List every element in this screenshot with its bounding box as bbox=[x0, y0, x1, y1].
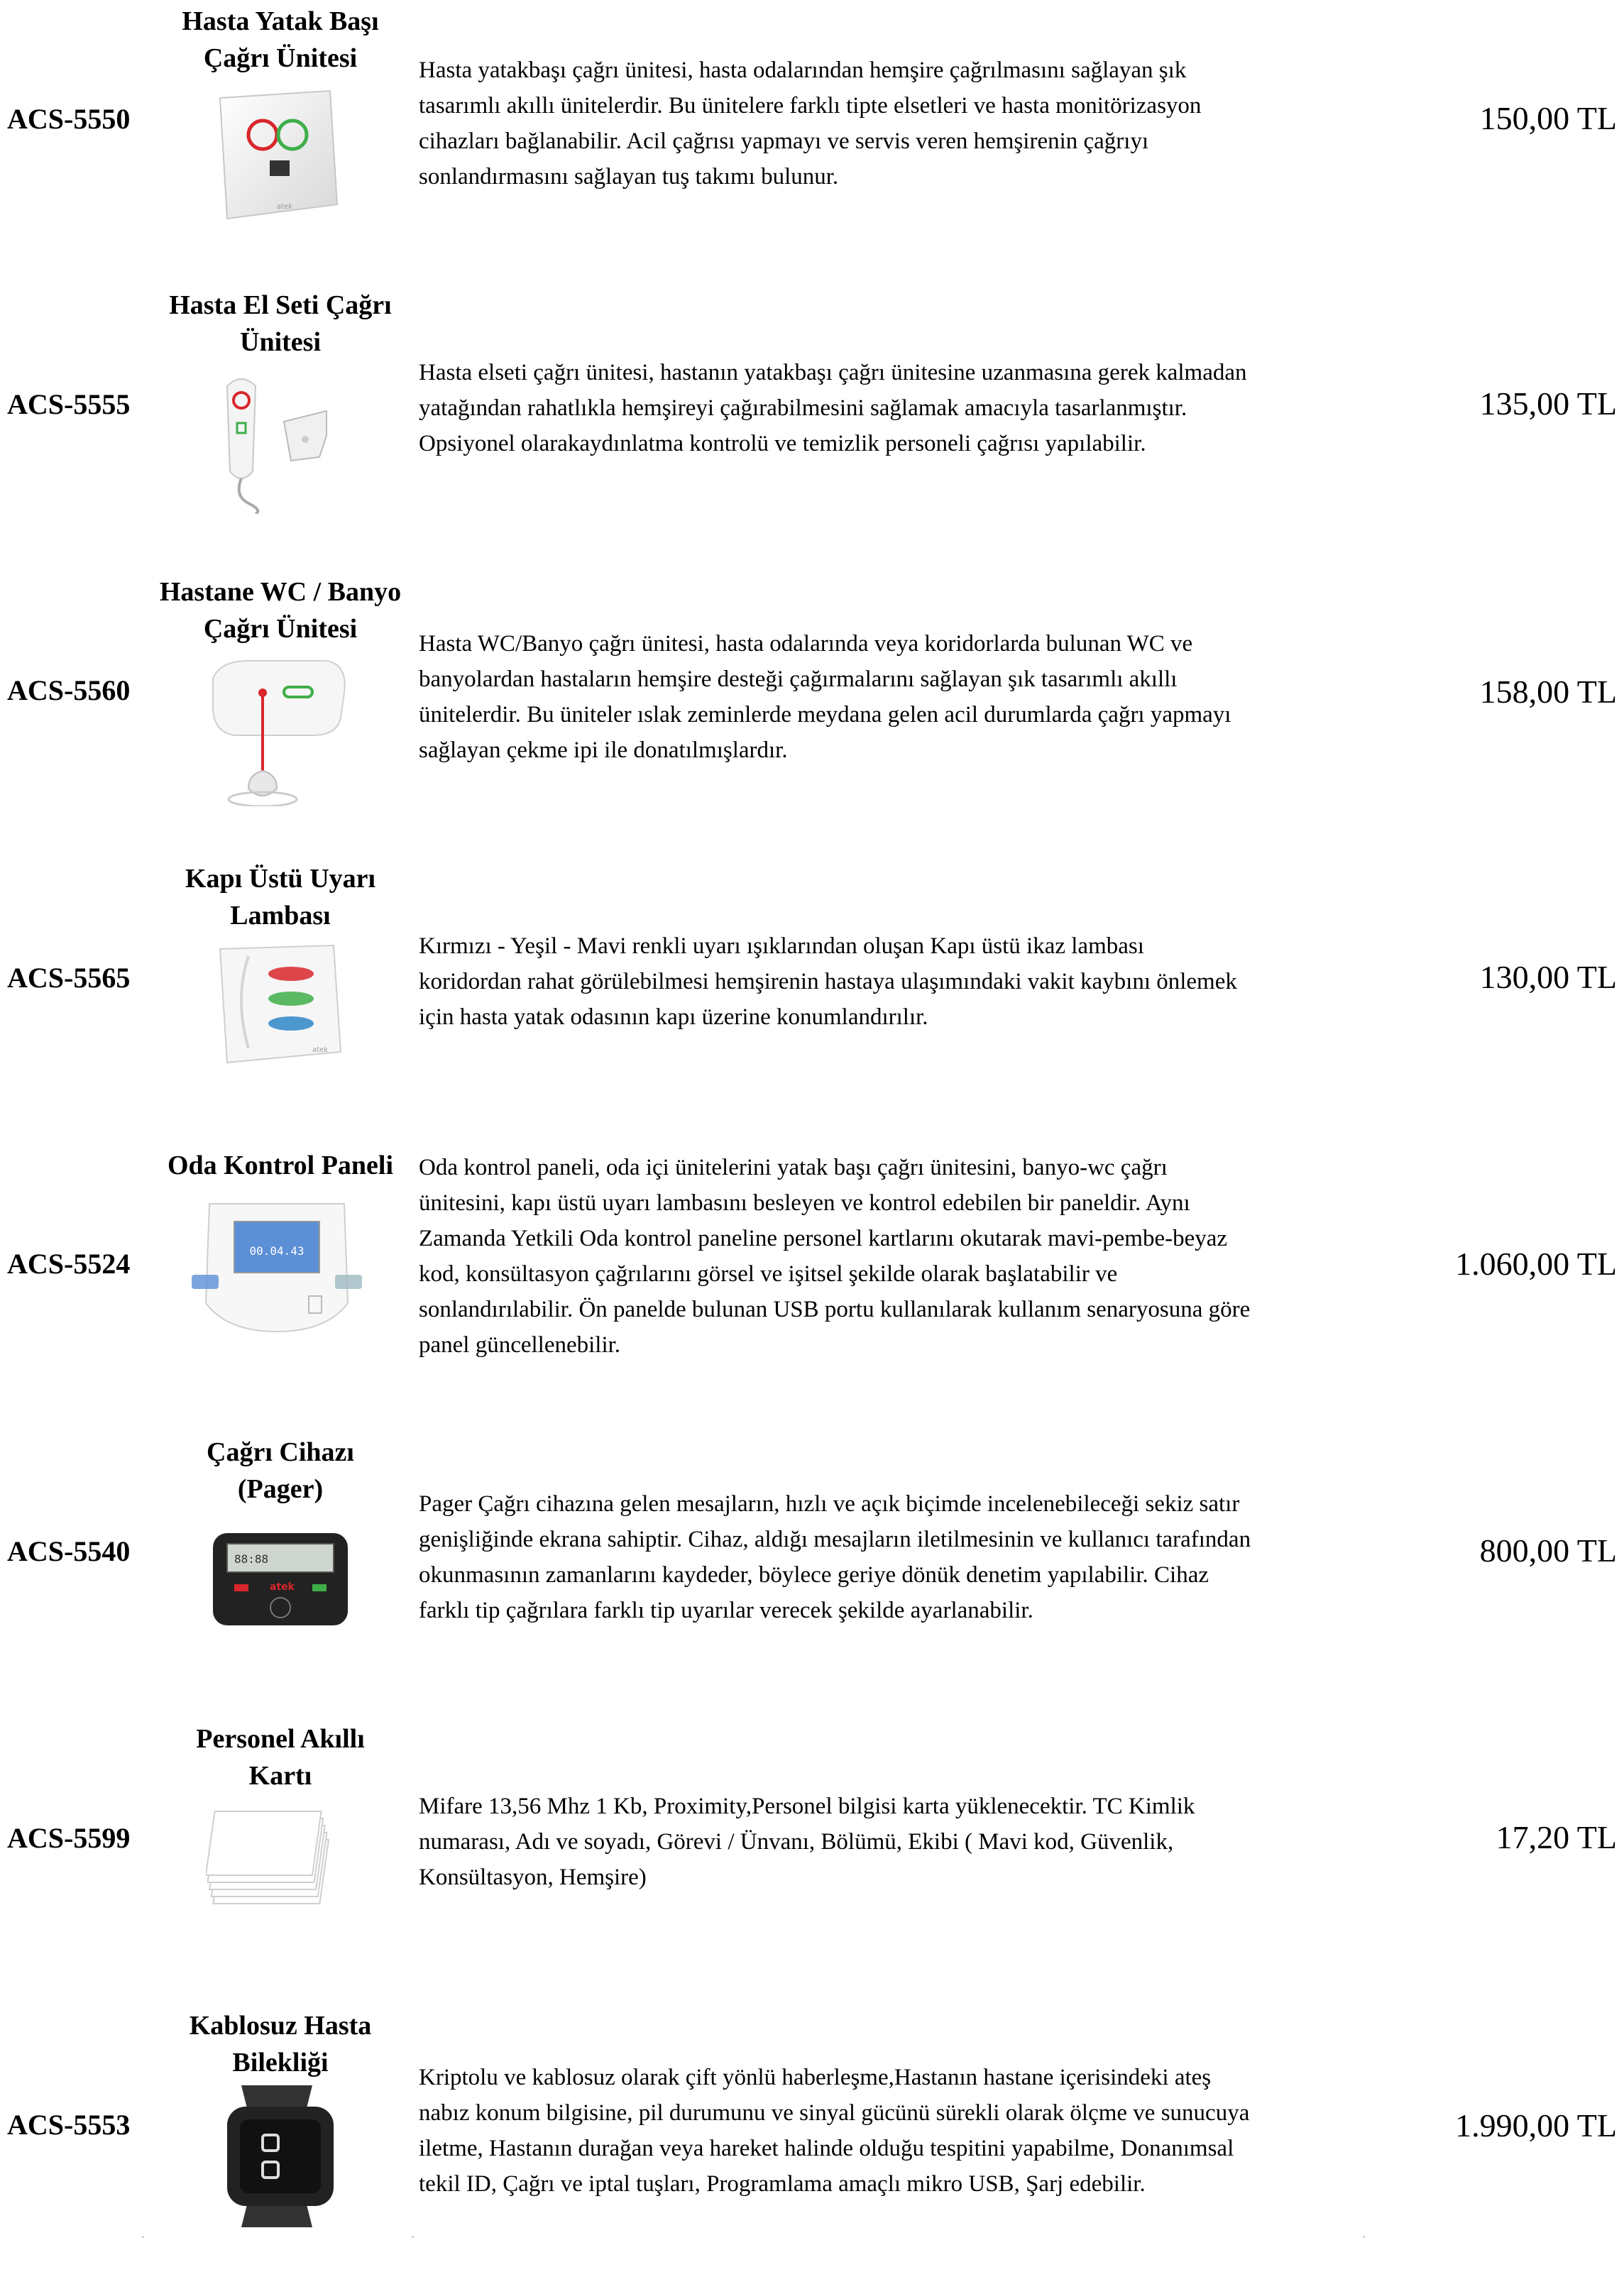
panel-screen-text: 00.04.43 bbox=[249, 1244, 304, 1258]
product-description: Mifare 13,56 Mhz 1 Kb, Proximity,Personel bilgisi karta yüklenecektir. TC Kimlik numarası, Adı ve soyadı, Görevi / Ünvanı, Bölümü, Ekibi ( Mavi kod, Güvenlik, Konsültasyon, Hemşire) bbox=[419, 1794, 1195, 1890]
handset-call-unit-icon bbox=[206, 372, 376, 514]
product-name: Personel Akıllı Kartı bbox=[196, 1724, 365, 1791]
product-row-acs-5555 bbox=[0, 287, 1624, 574]
product-code: ACS-5550 bbox=[7, 103, 131, 135]
pager-icon bbox=[206, 1519, 376, 1632]
pager-brand: atek bbox=[270, 1581, 295, 1593]
footer-dot bbox=[1363, 2236, 1365, 2238]
svg-text:atek: atek bbox=[312, 1046, 328, 1054]
product-code: ACS-5565 bbox=[7, 962, 131, 994]
product-name: Hasta El Seti Çağrı Ünitesi bbox=[169, 290, 392, 357]
product-price: 135,00 TL bbox=[1479, 385, 1617, 422]
product-description: Hasta elseti çağrı ünitesi, hastanın yatakbaşı çağrı ünitesine uzanmasına gerek kalmadan yatağından rahatlıkla hemşireyi çağırabilmesini sağlamak amacıyla tasarlanmıştır. Opsiyonel olarakaydınlatma kontrolü ve temizlik personeli çağrısı yapılabilir. bbox=[419, 360, 1247, 456]
product-description: Oda kontrol paneli, oda içi ünitelerini yatak başı çağrı ünitesini, banyo-wc çağrı ünitesini, kapı üstü uyarı lambasını besleyen ve kontrol edebilen bir paneldir. Aynı Zamanda Yetkili Oda kontrol paneline personel kartlarını okutarak mavi-pembe-beyaz kod, konsültasyon çağrılarını görsel ve işitsel şekilde olarak başlatabilir ve sonlandırılabilir. Ön panelde bulunan USB portu kullanılarak kullanım senaryosuna göre panel güncellenebilir. bbox=[419, 1155, 1251, 1358]
product-name: Hasta Yatak Başı Çağrı Ünitesi bbox=[182, 6, 379, 73]
wireless-wristband-icon bbox=[206, 2085, 376, 2227]
svg-text:atek: atek bbox=[277, 203, 292, 211]
footer-dot bbox=[412, 2236, 414, 2238]
product-row-acs-5553 bbox=[0, 2007, 1624, 2294]
product-row-acs-5550 bbox=[0, 0, 1624, 287]
product-price: 800,00 TL bbox=[1479, 1532, 1617, 1569]
bedside-call-unit-icon bbox=[206, 84, 376, 223]
product-name: Oda Kontrol Paneli bbox=[167, 1151, 394, 1180]
product-price: 1.990,00 TL bbox=[1455, 2107, 1617, 2144]
product-description: Hasta WC/Banyo çağrı ünitesi, hasta odalarında veya koridorlarda bulunan WC ve banyolardan hastaların hemşire desteği çağırmalarını sağlayan şık tasarımlı akıllı ünitelerdir. Bu üniteler ıslak zeminlerde meydana gelen acil durumlarda çağrı yapmayı sağlayan çekme ipi ile donatılmışlardır. bbox=[419, 631, 1231, 763]
product-code: ACS-5555 bbox=[7, 388, 131, 420]
product-name: Kablosuz Hasta Bilekliği bbox=[189, 2011, 372, 2078]
product-description: Kriptolu ve kablosuz olarak çift yönlü haberleşme,Hastanın hastane içerisindeki ateş nabız konum bilgisine, pil durumunu ve sinyal gücünü sürekli olarak ölçme ve sunucuya iletme, Hastanın durağan veya hareket halinde olduğu tespitini yapabilme, Donanımsal tekil ID, Çağrı ve iptal tuşları, Programlama amaçlı mikro USB, Şarj edebilir. bbox=[419, 2065, 1250, 2197]
product-description: Pager Çağrı cihazına gelen mesajların, hızlı ve açık biçimde incelenebileceği sekiz satır genişliğinde ekrana sahiptir. Cihaz, aldığı mesajların iletilmesinin ve kullanıcı tarafından okunmasının zamanlarını kaydeder, böylece geriye dönük denetim yapılabilir. Cihaz farklı tip çağrılara farklı tip uyarılar verecek şekilde ayarlanabilir. bbox=[419, 1491, 1251, 1623]
product-row-acs-5565 bbox=[0, 860, 1624, 1147]
product-code: ACS-5540 bbox=[7, 1535, 131, 1567]
product-row-acs-5599 bbox=[0, 1720, 1624, 2007]
door-warning-lamp-icon bbox=[206, 942, 376, 1070]
product-row-acs-5540 bbox=[0, 1434, 1624, 1720]
product-code: ACS-5560 bbox=[7, 674, 131, 706]
bathroom-pull-cord-unit-icon bbox=[206, 657, 376, 806]
product-row-acs-5524 bbox=[0, 1147, 1624, 1434]
product-description: Kırmızı - Yeşil - Mavi renkli uyarı ışıklarından oluşan Kapı üstü ikaz lambası koridordan rahat görülebilmesi hemşirenin hastaya ulaşımındaki vakit kaybını önlemek için hasta yatak odasının kapı üzerine konumlandırılır. bbox=[419, 933, 1237, 1030]
room-control-panel-icon bbox=[206, 1197, 376, 1339]
product-price: 1.060,00 TL bbox=[1455, 1246, 1617, 1282]
product-price: 130,00 TL bbox=[1479, 959, 1617, 995]
product-row-acs-5560 bbox=[0, 574, 1624, 860]
product-name: Kapı Üstü Uyarı Lambası bbox=[185, 864, 376, 931]
product-price: 158,00 TL bbox=[1479, 674, 1617, 710]
svg-text:88:88: 88:88 bbox=[234, 1552, 269, 1566]
product-description: Hasta yatakbaşı çağrı ünitesi, hasta odalarından hemşire çağrılmasını sağlayan şık tasarımlı akıllı ünitelerdir. Bu ünitelere farklı tipte elsetleri ve hasta monitörizasyon cihazları bağlanabilir. Acil çağrısı yapmayı ve servis veren hemşirenin çağrıyı sonlandırmasını sağlayan tuş takımı bulunur. bbox=[419, 57, 1202, 190]
product-name: Hastane WC / Banyo Çağrı Ünitesi bbox=[159, 577, 402, 644]
footer-dots bbox=[0, 2236, 1624, 2243]
product-price: 150,00 TL bbox=[1479, 100, 1617, 136]
product-code: ACS-5553 bbox=[7, 2109, 131, 2141]
product-code: ACS-5599 bbox=[7, 1822, 131, 1854]
product-name: Çağrı Cihazı (Pager) bbox=[207, 1437, 354, 1504]
smart-card-stack-icon bbox=[206, 1804, 376, 1911]
footer-dot bbox=[142, 2236, 144, 2238]
product-code: ACS-5524 bbox=[7, 1248, 131, 1280]
product-price: 17,20 TL bbox=[1496, 1819, 1617, 1855]
